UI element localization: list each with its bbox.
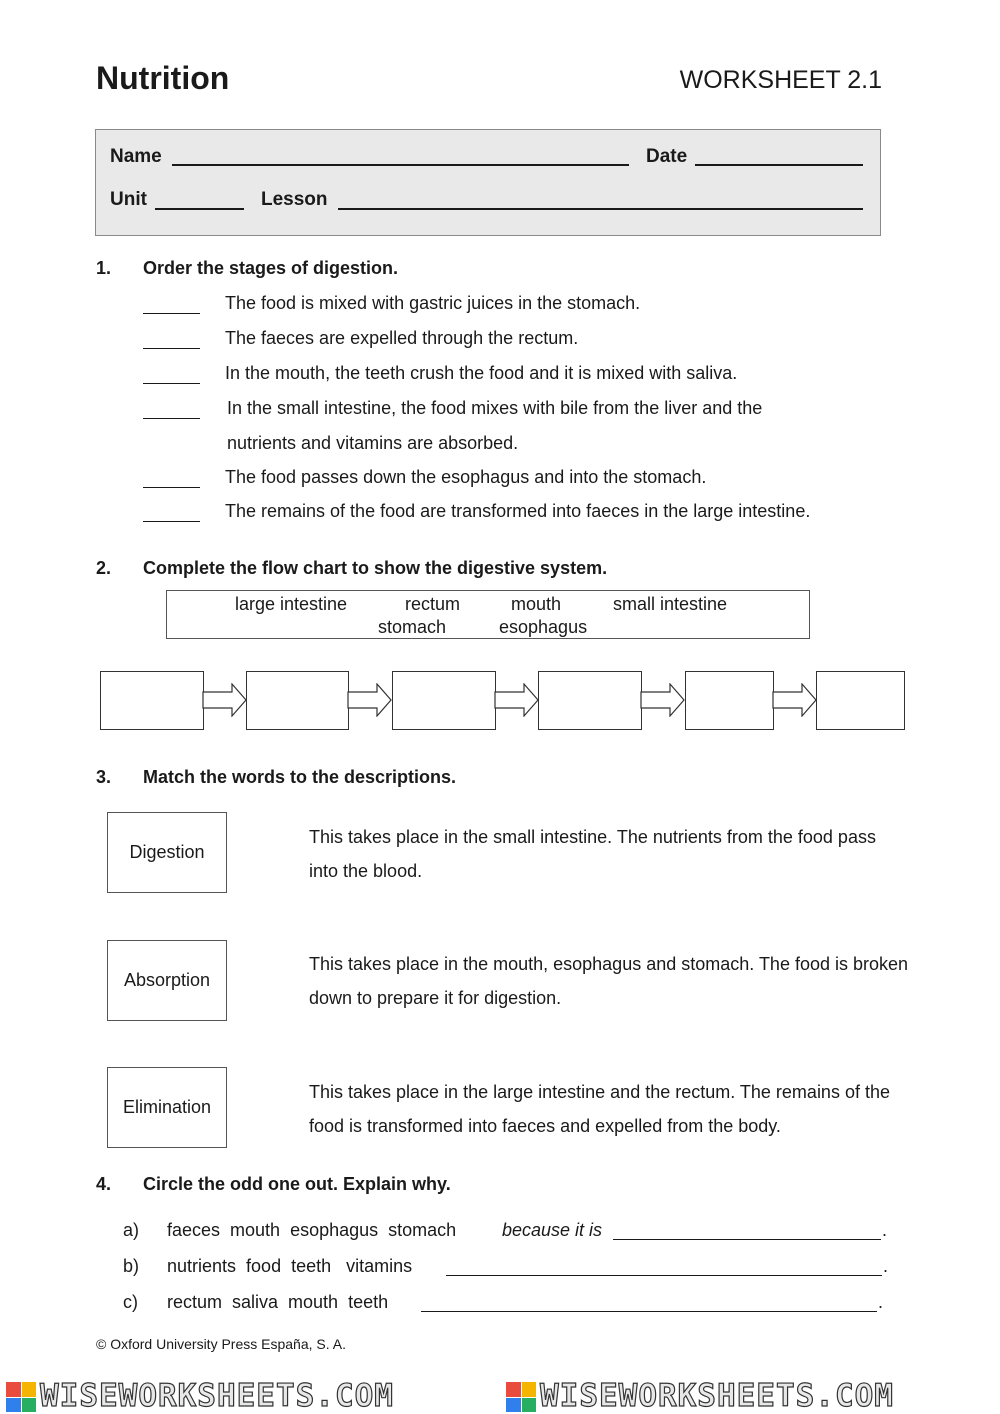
q3-number: 3. <box>96 767 112 787</box>
q4b-answer-line[interactable] <box>446 1275 882 1276</box>
q1-stage-6: The remains of the food are transformed into faeces in the large intestine. <box>225 501 811 521</box>
word-bank-item: mouth <box>511 594 562 614</box>
q1-stage-5: The food passes down the esophagus and into the stomach. <box>225 467 707 487</box>
worksheet-number: WORKSHEET 2.1 <box>679 66 882 94</box>
q1-number: 1. <box>96 258 112 278</box>
description-1[interactable]: This takes place in the small intestine. The nutrients from the food pass into the blood. <box>309 827 876 881</box>
date-field[interactable] <box>695 164 863 166</box>
lesson-field[interactable] <box>338 208 863 210</box>
watermark-logo-icon <box>506 1382 536 1412</box>
q1-blank-1[interactable] <box>143 313 200 314</box>
copyright-notice: © Oxford University Press España, S. A. <box>96 1336 346 1352</box>
q2-prompt: Complete the flow chart to show the digestive system. <box>143 558 608 578</box>
student-info-box <box>95 129 881 236</box>
q1-stage-1: The food is mixed with gastric juices in the stomach. <box>225 293 641 313</box>
description-3[interactable]: This takes place in the large intestine and the rectum. The remains of the food is transformed into faeces and expelled from the body. <box>309 1082 890 1136</box>
flow-box-5[interactable] <box>685 671 774 730</box>
q3-prompt: Match the words to the descriptions. <box>143 767 457 787</box>
lesson-label: Lesson <box>261 189 328 210</box>
q4a-letter: a) <box>123 1220 140 1240</box>
watermark-text: WISEWORKSHEETS.COM <box>540 1378 894 1414</box>
q1-stage-4-cont: nutrients and vitamins are absorbed. <box>227 433 519 453</box>
flow-box-2[interactable] <box>246 671 349 730</box>
q1-blank-5[interactable] <box>143 487 200 488</box>
q1-blank-2[interactable] <box>143 348 200 349</box>
q4-prompt: Circle the odd one out. Explain why. <box>143 1174 451 1194</box>
q4c-words[interactable]: rectum saliva mouth teeth <box>167 1292 389 1312</box>
unit-label: Unit <box>110 189 147 210</box>
page-title: Nutrition <box>96 60 230 96</box>
flow-arrow-icon <box>494 683 540 717</box>
flow-box-1[interactable] <box>100 671 204 730</box>
q4c-answer-line[interactable] <box>421 1311 877 1312</box>
q4-number: 4. <box>96 1174 112 1194</box>
word-bank-item: large intestine <box>235 594 348 614</box>
flow-arrow-icon <box>772 683 818 717</box>
q1-stage-3: In the mouth, the teeth crush the food and it is mixed with saliva. <box>225 363 738 383</box>
word-bank-item: small intestine <box>613 594 728 614</box>
q4b-words[interactable]: nutrients food teeth vitamins <box>167 1256 413 1276</box>
q1-blank-4[interactable] <box>143 418 200 419</box>
q1-blank-6[interactable] <box>143 521 200 522</box>
q1-prompt: Order the stages of digestion. <box>143 258 399 278</box>
q4a-end: . <box>882 1220 888 1240</box>
watermark-logo-icon <box>6 1382 36 1412</box>
q4c-letter: c) <box>123 1292 138 1312</box>
term-absorption[interactable]: Absorption <box>107 940 227 1021</box>
flow-arrow-icon <box>347 683 393 717</box>
flow-box-6[interactable] <box>816 671 905 730</box>
q4b-letter: b) <box>123 1256 140 1276</box>
description-2[interactable]: This takes place in the mouth, esophagus and stomach. The food is broken down to prepare it for digestion. <box>309 954 909 1008</box>
flow-box-4[interactable] <box>538 671 642 730</box>
word-bank-item: stomach <box>378 617 447 637</box>
word-bank-item: rectum <box>405 594 461 614</box>
word-bank <box>166 590 810 639</box>
q1-stage-4: In the small intestine, the food mixes with bile from the liver and the <box>227 398 763 418</box>
watermark-text: WISEWORKSHEETS.COM <box>40 1378 394 1414</box>
q4c-end: . <box>878 1292 884 1312</box>
word-bank-item: esophagus <box>499 617 588 637</box>
q2-number: 2. <box>96 558 112 578</box>
term-elimination[interactable]: Elimination <box>107 1067 227 1148</box>
term-digestion[interactable]: Digestion <box>107 812 227 893</box>
name-field[interactable] <box>172 164 629 166</box>
flow-arrow-icon <box>202 683 248 717</box>
flow-box-3[interactable] <box>392 671 496 730</box>
unit-field[interactable] <box>155 208 244 210</box>
q4a-hint: because it is <box>502 1220 603 1240</box>
q4a-answer-line[interactable] <box>613 1239 881 1240</box>
flow-arrow-icon <box>640 683 686 717</box>
date-label: Date <box>646 146 688 167</box>
q1-stage-2: The faeces are expelled through the rectum. <box>225 328 579 348</box>
name-label: Name <box>110 146 162 167</box>
q1-blank-3[interactable] <box>143 383 200 384</box>
q4b-end: . <box>883 1256 889 1276</box>
q4a-words[interactable]: faeces mouth esophagus stomach <box>167 1220 457 1240</box>
